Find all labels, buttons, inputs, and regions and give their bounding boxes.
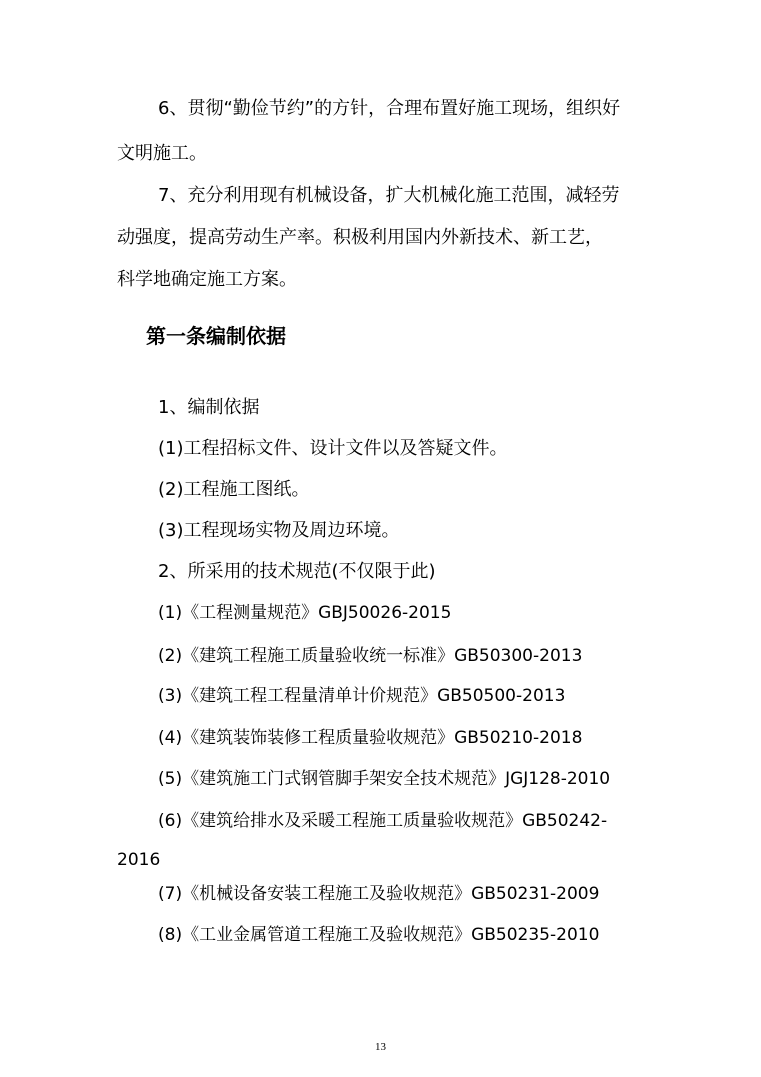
- basis-item-2: (2)工程施工图纸。: [158, 479, 310, 500]
- basis-item-1: (1)工程招标文件、设计文件以及答疑文件。: [158, 438, 508, 459]
- paragraph-6-line-1: 6、贯彻“勤俭节约”的方针，合理布置好施工现场，组织好: [158, 98, 621, 119]
- standard-item-4: (4)《建筑装饰装修工程质量验收规范》GB50210-2018: [158, 728, 583, 748]
- standard-item-6-continued: 2016: [117, 850, 161, 870]
- standard-item-1: (1)《工程测量规范》GBJ50026-2015: [158, 603, 452, 623]
- basis-title: 1、编制依据: [158, 397, 260, 418]
- basis-item-3: (3)工程现场实物及周边环境。: [158, 520, 400, 541]
- paragraph-7-line-2: 动强度，提高劳动生产率。积极利用国内外新技术、新工艺，: [117, 227, 603, 248]
- standard-item-3: (3)《建筑工程工程量清单计价规范》GB50500-2013: [158, 686, 566, 706]
- standard-item-5: (5)《建筑施工门式钢管脚手架安全技术规范》JGJ128-2010: [158, 769, 611, 789]
- section-heading: 第一条编制依据: [146, 324, 286, 348]
- page-number: 13: [375, 1041, 386, 1053]
- paragraph-7-line-1: 7、充分利用现有机械设备，扩大机械化施工范围，减轻劳: [158, 185, 620, 206]
- standard-item-7: (7)《机械设备安装工程施工及验收规范》GB50231-2009: [158, 884, 600, 904]
- standard-item-2: (2)《建筑工程施工质量验收统一标准》GB50300-2013: [158, 646, 583, 666]
- paragraph-6-line-2: 文明施工。: [117, 143, 207, 164]
- paragraph-7-line-3: 科学地确定施工方案。: [117, 269, 297, 290]
- standard-item-8: (8)《工业金属管道工程施工及验收规范》GB50235-2010: [158, 925, 600, 945]
- standards-title: 2、所采用的技术规范(不仅限于此): [158, 561, 436, 582]
- standard-item-6: (6)《建筑给排水及采暖工程施工质量验收规范》GB50242-: [158, 811, 608, 831]
